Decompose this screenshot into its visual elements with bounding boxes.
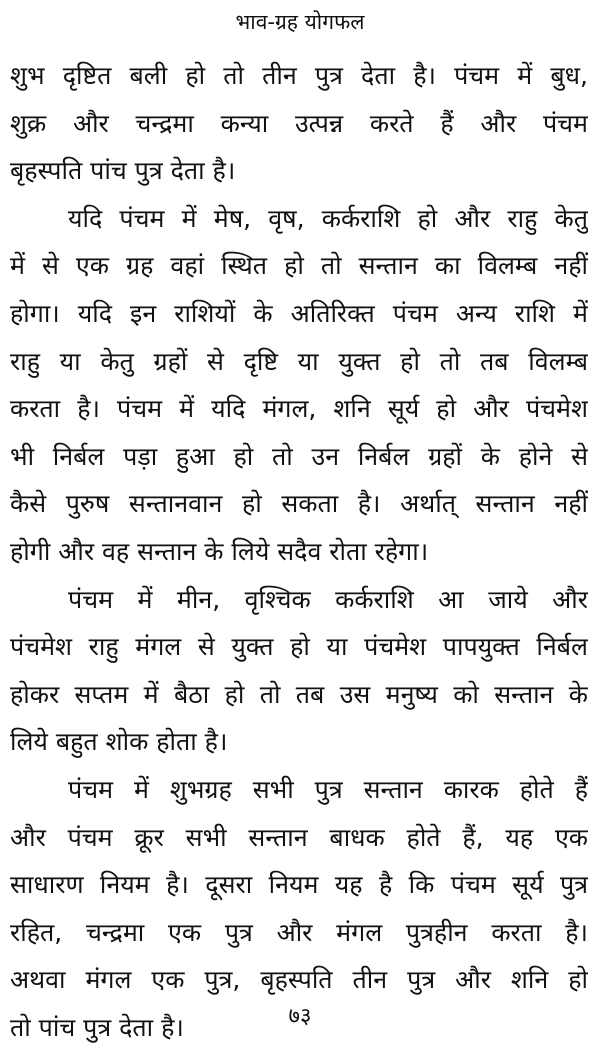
text-line: शुभ दृष्टित बली हो तो तीन पुत्र देता है। पंचम में बुध, xyxy=(10,61,588,90)
text-line: अथवा मंगल एक पुत्र, बृहस्पति तीन पुत्र और शनि हो xyxy=(10,965,588,995)
text-line: पंचमेश राहु मंगल से युक्त हो या पंचमेश पापयुक्त निर्बल xyxy=(10,632,588,662)
text-line: तो पांच पुत्र देता है। xyxy=(10,1012,184,1042)
text-line: बृहस्पति पांच पुत्र देता है। xyxy=(10,156,236,186)
text-line: साधारण नियम है। दूसरा नियम यह है कि पंचम सूर्य पुत्र xyxy=(10,870,588,900)
page-body xyxy=(10,52,588,1051)
paragraph xyxy=(10,576,588,766)
paragraph xyxy=(10,195,588,576)
text-line: होगी और वह सन्तान के लिये सदैव रोता रहेगा। xyxy=(10,536,429,566)
text-line: भी निर्बल पड़ा हुआ हो तो उन निर्बल ग्रहों के होने से xyxy=(10,441,588,471)
text-line: पंचम में मीन, वृश्चिक कर्कराशि आ जाये और xyxy=(68,584,588,614)
text-line: होकर सप्तम में बैठा हो तो तब उस मनुष्य को सन्तान के xyxy=(10,679,588,709)
running-header: भाव-ग्रह योगफल xyxy=(235,10,365,34)
text-line: राहु या केतु ग्रहों से दृष्टि या युक्त हो तो तब विलम्ब xyxy=(10,346,588,376)
text-line: यदि पंचम में मेष, वृष, कर्कराशि हो और राहु केतु xyxy=(68,203,588,233)
text-line: रहित, चन्द्रमा एक पुत्र और मंगल पुत्रहीन करता है। xyxy=(10,917,588,947)
paragraph xyxy=(10,52,588,195)
text-line: लिये बहुत शोक होता है। xyxy=(10,727,228,757)
text-line: और पंचम क्रूर सभी सन्तान बाधक होते हैं, यह एक xyxy=(10,822,588,852)
text-line: पंचम में शुभग्रह सभी पुत्र सन्तान कारक होते हैं xyxy=(68,774,588,804)
text-line: शुक्र और चन्द्रमा कन्या उत्पन्न करते हैं और पंचम xyxy=(10,108,588,138)
text-line: कैसे पुरुष सन्तानवान हो सकता है। अर्थात् सन्तान नहीं xyxy=(10,489,588,519)
page-number: ७३ xyxy=(288,1004,312,1029)
text-line: में से एक ग्रह वहां स्थित हो तो सन्तान का विलम्ब नहीं xyxy=(10,251,588,281)
text-line: होगा। यदि इन राशियों के अतिरिक्त पंचम अन्य राशि में xyxy=(10,298,588,328)
text-line: करता है। पंचम में यदि मंगल, शनि सूर्य हो और पंचमेश xyxy=(10,394,588,424)
